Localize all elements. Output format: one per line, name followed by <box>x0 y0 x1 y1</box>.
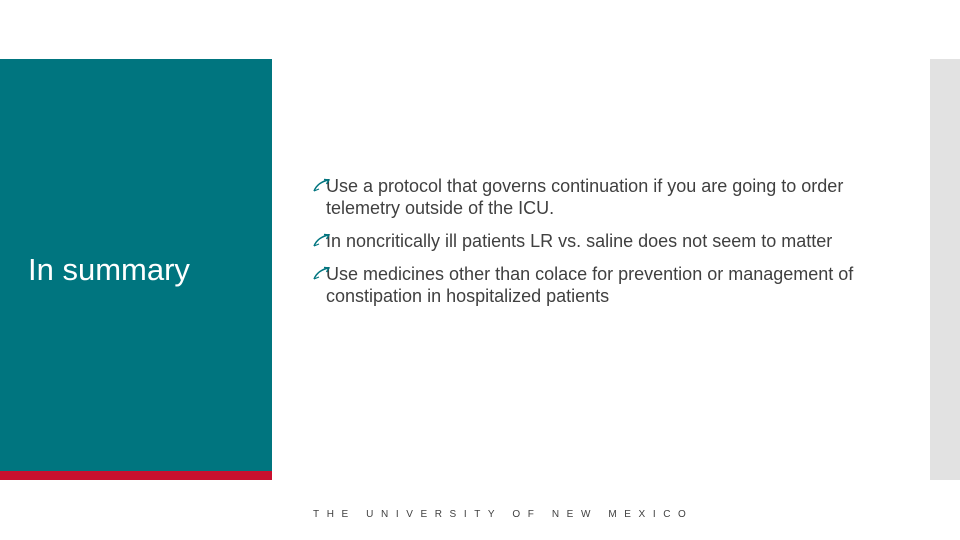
side-bar <box>930 59 960 480</box>
bullet-text: Use medicines other than colace for prevention or management of constipation in hospitalized patients <box>326 264 854 306</box>
bullet-item <box>312 263 902 307</box>
bullet-arrow-icon <box>312 178 331 194</box>
footer-university-name: THE UNIVERSITY OF NEW MEXICO <box>313 509 694 520</box>
bullet-list <box>312 175 902 318</box>
bullet-item <box>312 175 902 219</box>
bullet-text: Use a protocol that governs continuation if you are going to order telemetry outside of the ICU. <box>326 176 844 218</box>
bullet-text: In noncritically ill patients LR vs. saline does not seem to matter <box>326 231 833 251</box>
bullet-arrow-icon <box>312 233 331 249</box>
accent-stripe <box>0 471 272 480</box>
slide-title: In summary <box>28 252 190 287</box>
bullet-item <box>312 230 902 252</box>
bullet-arrow-icon <box>312 266 331 282</box>
